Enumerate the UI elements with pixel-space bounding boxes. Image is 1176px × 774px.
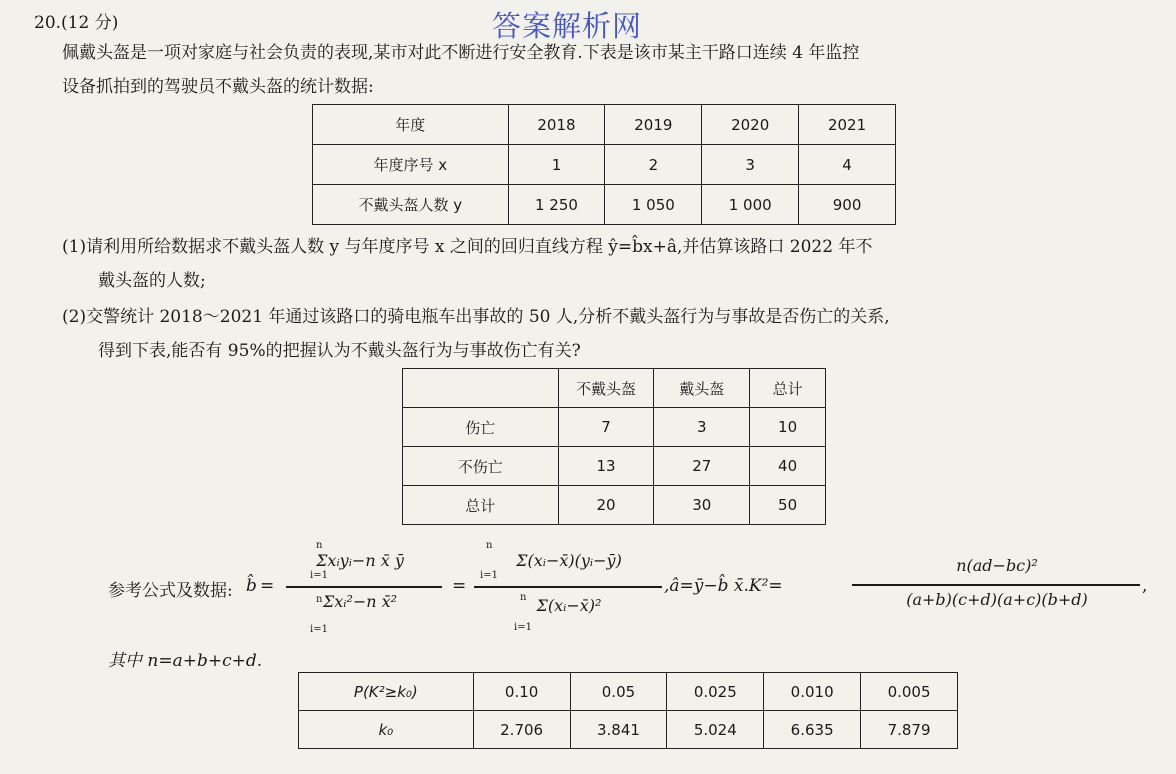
sum-lower-limit: i=1 <box>310 624 328 635</box>
fraction-3-bar <box>852 584 1140 586</box>
table-cell: 2 <box>605 145 702 185</box>
table-cell: 900 <box>799 185 896 225</box>
table-cell: 2019 <box>605 105 702 145</box>
table-cell: 3 <box>702 145 799 185</box>
table-cell: 总计 <box>403 486 559 525</box>
table-cell: 10 <box>750 408 826 447</box>
table-cell: 3.841 <box>570 711 667 749</box>
sum-upper-limit: n <box>520 592 527 603</box>
table-cell: 1 050 <box>605 185 702 225</box>
table-cell: 年度 <box>313 105 509 145</box>
table-header-cell: 戴头盔 <box>654 369 750 408</box>
table-cell: 5.024 <box>667 711 764 749</box>
fraction-2-bar <box>474 586 662 588</box>
table-cell: 1 <box>508 145 605 185</box>
table-cell: 年度序号 x <box>313 145 509 185</box>
fraction-1-numerator: Σxᵢyᵢ−n x̄ ȳ <box>316 551 404 570</box>
contingency-table <box>402 368 826 525</box>
table-row <box>313 145 896 185</box>
table-cell: 不戴头盔人数 y <box>313 185 509 225</box>
sum-lower-limit: i=1 <box>480 570 498 581</box>
question-2-line-2: 得到下表,能否有 95%的把握认为不戴头盔行为与事故伤亡有关? <box>98 341 581 361</box>
question-2-line-1: (2)交警统计 2018～2021 年通过该路口的骑电瓶车出事故的 50 人,分析不戴头盔行为与事故是否伤亡的关系, <box>62 307 890 327</box>
table-cell: 50 <box>750 486 826 525</box>
sum-upper-limit: n <box>486 540 493 551</box>
table-header-row <box>403 369 826 408</box>
table-row <box>313 185 896 225</box>
fraction-1-denominator: Σxᵢ²−n x̄² <box>322 592 398 611</box>
sum-lower-limit: i=1 <box>310 570 328 581</box>
formula-where-note: 其中 n=a+b+c+d. <box>108 651 263 671</box>
problem-number: 20.(12 分) <box>34 13 119 33</box>
table-cell: 2020 <box>702 105 799 145</box>
table-cell: 0.025 <box>667 673 764 711</box>
fraction-3-denominator: (a+b)(c+d)(a+c)(b+d) <box>906 590 1088 609</box>
critical-value-table <box>298 672 958 749</box>
table-cell: 1 250 <box>508 185 605 225</box>
table-header-cell <box>403 369 559 408</box>
table-cell: 30 <box>654 486 750 525</box>
table-row <box>299 673 958 711</box>
fraction-1-bar <box>286 586 442 588</box>
table-cell: 7 <box>558 408 654 447</box>
intro-line-1: 佩戴头盔是一项对家庭与社会负责的表现,某市对此不断进行安全教育.下表是该市某主干路口连续 4 年监控 <box>62 43 860 63</box>
fraction-3-numerator: n(ad−bc)² <box>956 556 1038 575</box>
table-cell: P(K²≥k₀) <box>299 673 474 711</box>
table-row <box>403 447 826 486</box>
yearly-data-table <box>312 104 896 225</box>
table-cell: 0.10 <box>473 673 570 711</box>
table-header-cell: 总计 <box>750 369 826 408</box>
a-hat-and-k-squared: ,â=ȳ−b̂ x̄.K²= <box>664 576 783 596</box>
table-cell: 3 <box>654 408 750 447</box>
table-cell: 2021 <box>799 105 896 145</box>
question-1-line-1: (1)请利用所给数据求不戴头盔人数 y 与年度序号 x 之间的回归直线方程 ŷ=b̂x+â,并估算该路口 2022 年不 <box>62 237 873 257</box>
sum-lower-limit: i=1 <box>514 622 532 633</box>
watermark: 答案解析网 <box>492 9 643 43</box>
question-1-line-2: 戴头盔的人数; <box>98 271 206 291</box>
fraction-2-numerator: Σ(xᵢ−x̄)(yᵢ−ȳ) <box>516 551 622 570</box>
table-row <box>313 105 896 145</box>
sum-upper-limit: n <box>316 594 323 605</box>
table-cell: 2018 <box>508 105 605 145</box>
table-cell: 0.010 <box>764 673 861 711</box>
table-row <box>403 486 826 525</box>
trailing-comma: , <box>1142 576 1148 596</box>
table-cell: 27 <box>654 447 750 486</box>
table-header-cell: 不戴头盔 <box>558 369 654 408</box>
table-cell: 40 <box>750 447 826 486</box>
table-cell: 1 000 <box>702 185 799 225</box>
table-cell: 0.005 <box>861 673 958 711</box>
table-cell: 4 <box>799 145 896 185</box>
b-hat-symbol: b̂ <box>246 576 257 596</box>
equals-sign: = <box>452 576 467 596</box>
fraction-2-denominator: Σ(xᵢ−x̄)² <box>536 596 602 615</box>
table-cell: k₀ <box>299 711 474 749</box>
formula-prefix: 参考公式及数据: <box>108 581 233 601</box>
equals-sign: = <box>260 576 275 596</box>
table-row <box>299 711 958 749</box>
table-cell: 6.635 <box>764 711 861 749</box>
table-cell: 伤亡 <box>403 408 559 447</box>
intro-line-2: 设备抓拍到的驾驶员不戴头盔的统计数据: <box>62 77 374 97</box>
table-cell: 20 <box>558 486 654 525</box>
table-cell: 不伤亡 <box>403 447 559 486</box>
table-cell: 0.05 <box>570 673 667 711</box>
sum-upper-limit: n <box>316 540 323 551</box>
table-row <box>403 408 826 447</box>
table-cell: 13 <box>558 447 654 486</box>
table-cell: 2.706 <box>473 711 570 749</box>
table-cell: 7.879 <box>861 711 958 749</box>
